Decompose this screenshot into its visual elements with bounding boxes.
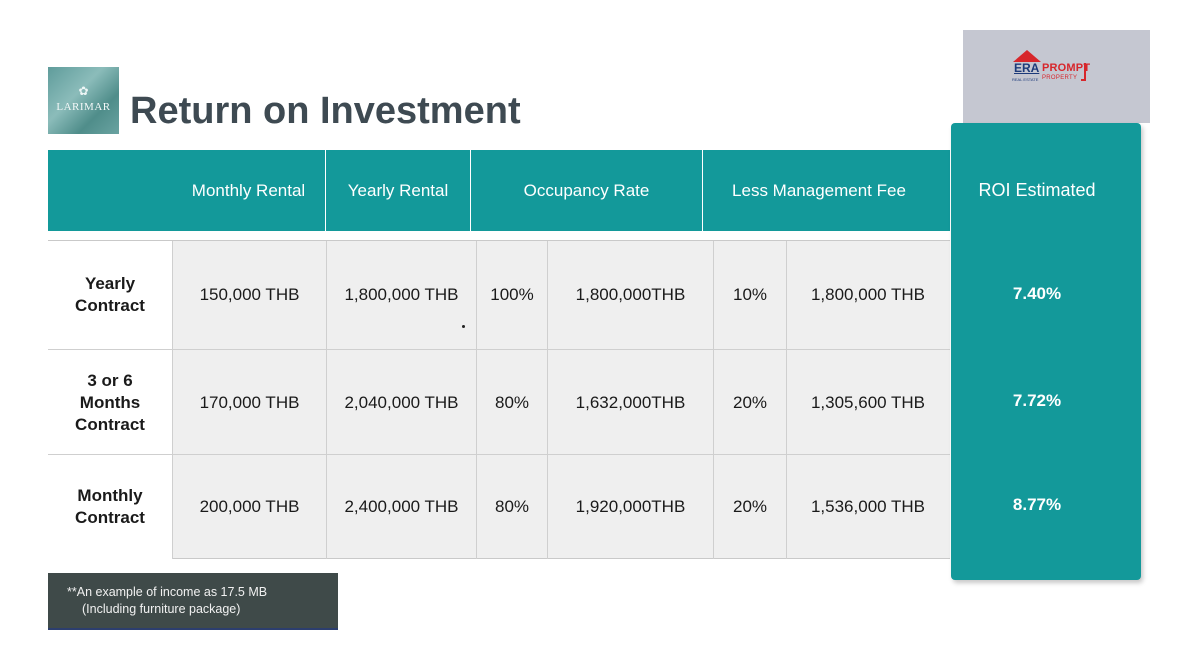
cell-fee-amount: 1,800,000 THB — [810, 285, 926, 304]
roi-column — [951, 123, 1141, 580]
header-monthly-rental: Monthly Rental — [191, 180, 306, 200]
prompt-logo-text: PROMPT — [1042, 62, 1091, 74]
footnote-box — [48, 573, 338, 630]
property-logo-text: PROPERTY — [1042, 75, 1078, 81]
roi-value: 7.40% — [1012, 284, 1062, 303]
table-row — [48, 454, 950, 559]
table-row — [48, 349, 950, 455]
cell-fee-percent: 20% — [732, 497, 768, 516]
table-body — [48, 240, 950, 559]
footnote-line-1: **An example of income as 17.5 MB — [67, 585, 268, 599]
header-yearly-rental: Yearly Rental — [347, 180, 449, 200]
larimar-logo — [48, 67, 119, 134]
cell-monthly-rental: 200,000 THB — [199, 497, 300, 516]
logo-bracket — [1081, 63, 1086, 81]
cell-yearly-rental: 2,400,000 THB — [344, 497, 459, 516]
row-label: 3 or 6 Months Contract — [75, 370, 145, 434]
page-title: Return on Investment — [130, 90, 521, 132]
cell-fee-amount: 1,305,600 THB — [810, 392, 926, 412]
cell-monthly-rental: 150,000 THB — [199, 285, 300, 304]
cell-fee-amount: 1,536,000 THB — [810, 497, 926, 516]
cell-occupancy-amount: 1,920,000THB — [575, 497, 686, 516]
cell-occupancy-amount: 1,800,000THB — [575, 285, 686, 304]
cell-occupancy-percent: 100% — [490, 285, 534, 304]
cell-occupancy-percent: 80% — [494, 392, 530, 412]
roi-value: 8.77% — [1012, 495, 1062, 514]
header-occupancy-rate: Occupancy Rate — [523, 180, 650, 200]
larimar-logo-text: LARIMAR — [56, 101, 111, 113]
row-label: Monthly Contract — [75, 486, 145, 527]
flower-icon: ✿ — [78, 84, 89, 98]
roi-value: 7.72% — [1012, 390, 1062, 410]
footnote-line-2: (Including furniture package) — [82, 602, 241, 616]
row-label: Yearly Contract — [75, 274, 145, 315]
header-roi-estimated: ROI Estimated — [978, 180, 1096, 200]
cell-fee-percent: 10% — [732, 285, 768, 304]
era-prompt-logo — [963, 30, 1150, 123]
era-logo-subtext: REAL ESTATE — [1012, 77, 1039, 82]
table-row — [48, 241, 950, 349]
cell-yearly-rental: 2,040,000 THB — [344, 392, 459, 412]
stray-dot — [462, 325, 465, 328]
table-header — [48, 150, 950, 231]
era-logo-text: ERA — [1014, 61, 1040, 75]
header-less-management-fee: Less Management Fee — [732, 180, 906, 200]
cell-yearly-rental: 1,800,000 THB — [344, 285, 459, 304]
cell-fee-percent: 20% — [732, 392, 768, 412]
cell-monthly-rental: 170,000 THB — [199, 392, 300, 412]
cell-occupancy-amount: 1,632,000THB — [575, 392, 686, 412]
cell-occupancy-percent: 80% — [494, 497, 530, 516]
